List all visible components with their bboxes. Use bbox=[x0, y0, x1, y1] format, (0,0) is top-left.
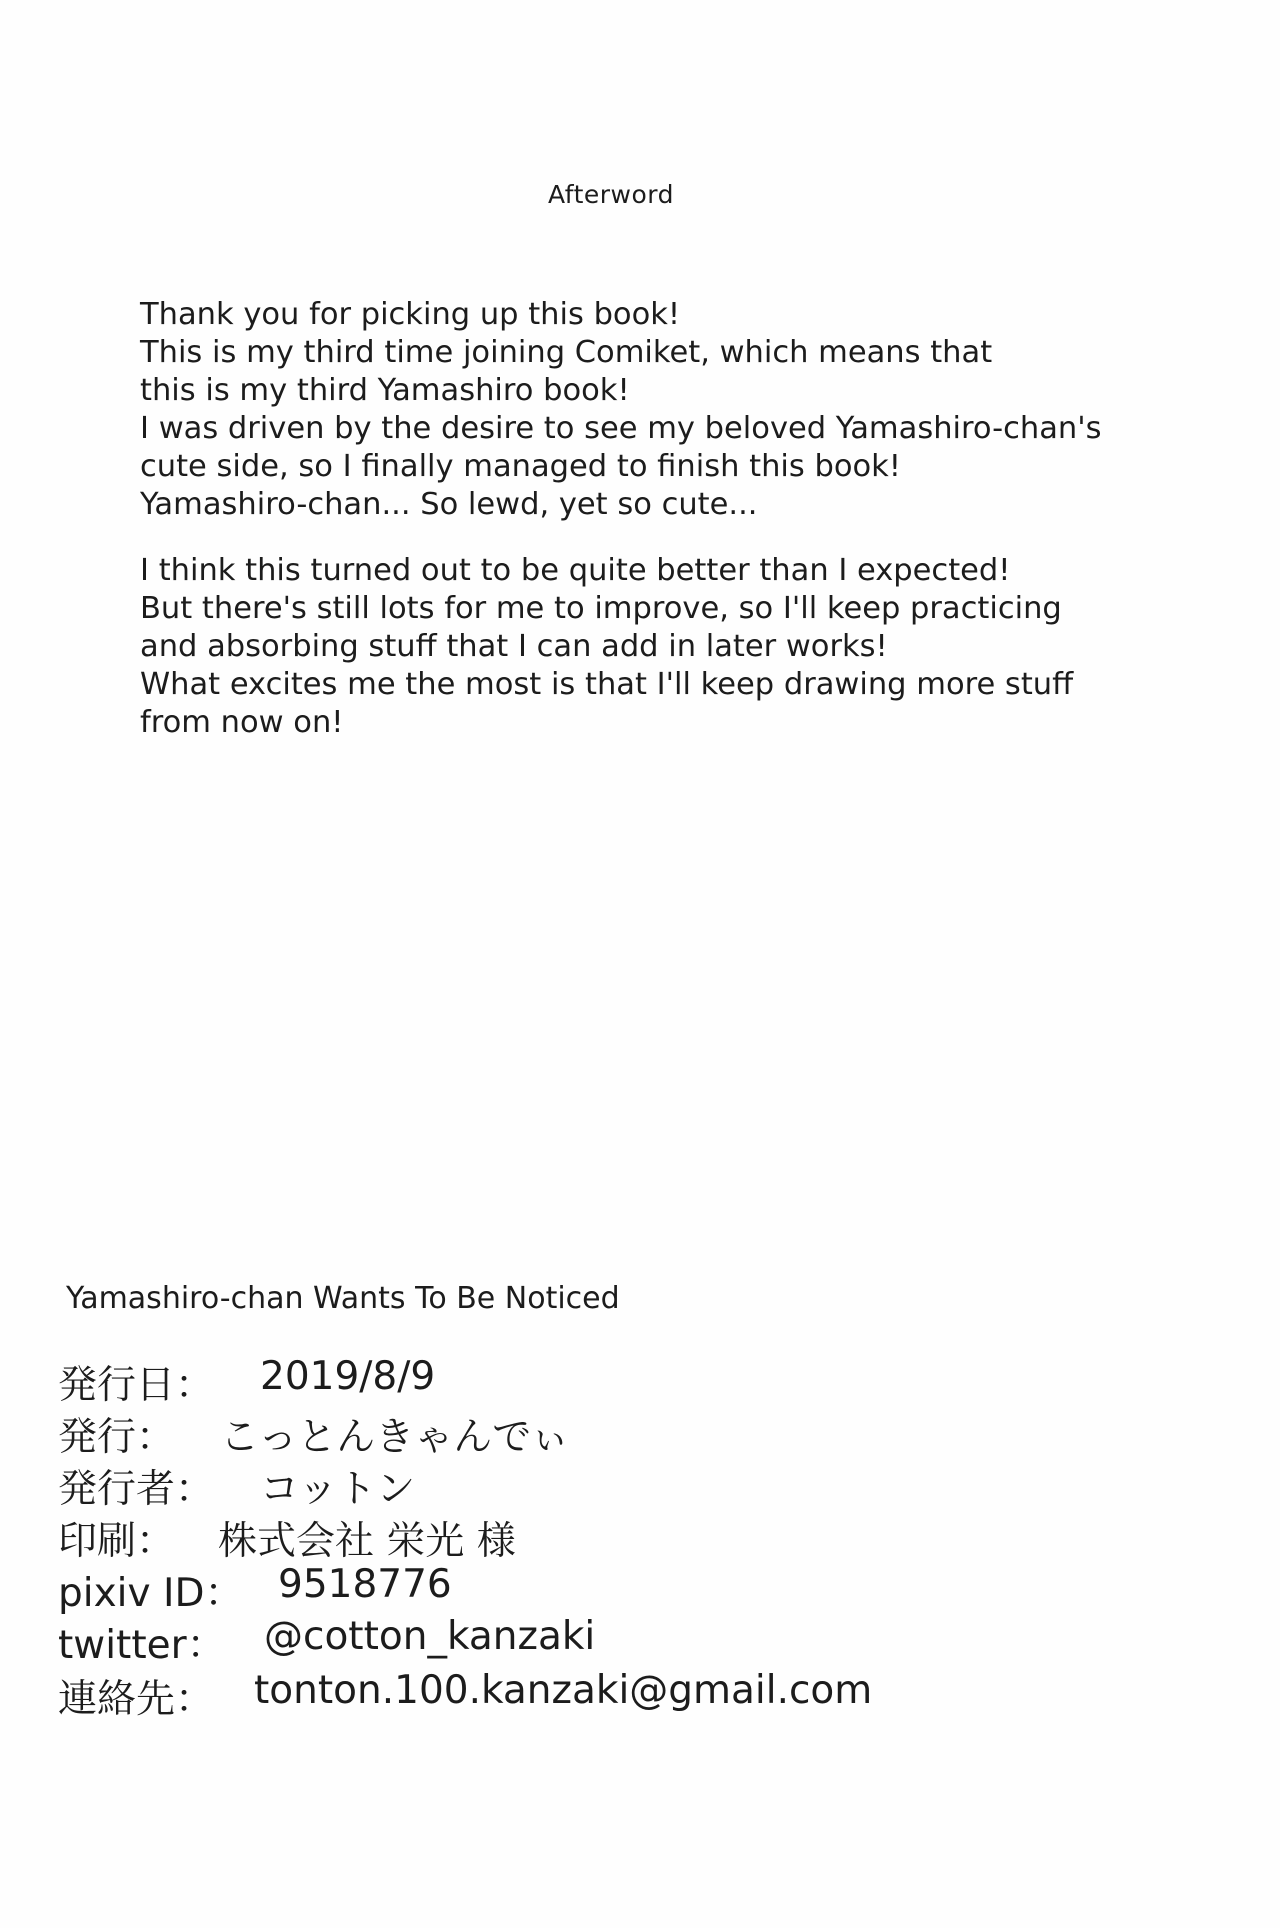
colophon-label: twitter： bbox=[58, 1623, 226, 1668]
colophon-value: 2019/8/9 bbox=[260, 1354, 436, 1399]
book-title: Yamashiro-chan Wants To Be Noticed bbox=[66, 1281, 620, 1316]
afterword-paragraph-2 bbox=[140, 552, 1180, 742]
colophon-label: 発行者： bbox=[58, 1467, 215, 1512]
paragraph-line: this is my third Yamashiro book! bbox=[140, 373, 630, 408]
colophon-value: 9518776 bbox=[278, 1562, 452, 1607]
paragraph-line: What excites me the most is that I'll keep drawing more stuff bbox=[140, 667, 1074, 702]
paragraph-line: cute side, so I finally managed to finish this book! bbox=[140, 449, 902, 484]
paragraph-line: But there's still lots for me to improve, so I'll keep practicing bbox=[140, 591, 1062, 626]
colophon-label: 印刷： bbox=[58, 1519, 176, 1564]
paragraph-line: Thank you for picking up this book! bbox=[140, 297, 681, 332]
paragraph-line: and absorbing stuff that I can add in later works! bbox=[140, 629, 888, 664]
colophon-value: コットン bbox=[260, 1467, 416, 1512]
colophon-label: 発行日： bbox=[58, 1363, 215, 1408]
colophon-label: pixiv ID： bbox=[58, 1571, 244, 1616]
paragraph-line: I think this turned out to be quite better than I expected! bbox=[140, 553, 1011, 588]
colophon-value: 株式会社 栄光 様 bbox=[218, 1519, 516, 1564]
colophon-value: こっとんきゃんでぃ bbox=[220, 1415, 570, 1460]
colophon-value: tonton.100.kanzaki@gmail.com bbox=[254, 1668, 873, 1713]
afterword-paragraph-1 bbox=[140, 296, 1180, 524]
afterword-title: Afterword bbox=[548, 180, 674, 209]
colophon-label: 連絡先： bbox=[58, 1677, 215, 1722]
paragraph-line: from now on! bbox=[140, 705, 344, 740]
colophon-value: @cotton_kanzaki bbox=[264, 1614, 596, 1659]
paragraph-line: I was driven by the desire to see my beloved Yamashiro-chan's bbox=[140, 411, 1102, 446]
paragraph-line: Yamashiro-chan... So lewd, yet so cute... bbox=[140, 487, 758, 522]
colophon-label: 発行： bbox=[58, 1415, 176, 1460]
paragraph-line: This is my third time joining Comiket, which means that bbox=[140, 335, 993, 370]
